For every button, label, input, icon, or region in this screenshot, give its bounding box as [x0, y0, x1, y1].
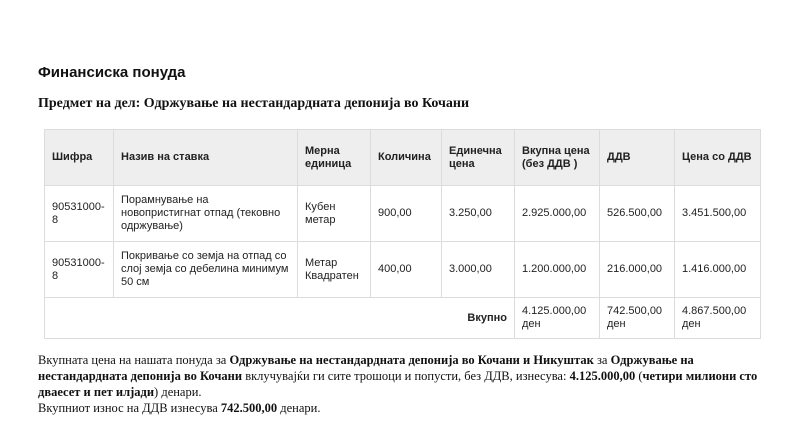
header-price-with-vat: Цена со ДДВ: [675, 130, 761, 186]
cell-unit: Метар Квадратен: [298, 242, 371, 298]
summary-for: за: [596, 353, 608, 367]
summary-total-paragraph: [38, 352, 768, 400]
table-total-row: [45, 298, 761, 339]
summary-close: ) денари.: [154, 385, 202, 399]
header-total-no-vat: Вкупна цена (без ДДВ ): [515, 130, 600, 186]
subject-prefix: Предмет на дел:: [38, 96, 141, 111]
summary-vat-intro: Вкупниот износ на ДДВ изнесува: [38, 401, 218, 415]
cell-price-with-vat: 1.416.000,00: [675, 242, 761, 298]
header-item-name: Назив на ставка: [114, 130, 298, 186]
total-vat: 742.500,00 ден: [600, 298, 675, 339]
cell-item-name: Порамнување на новопристигнат отпад (тековно одржување): [114, 186, 298, 242]
cell-vat: 216.000,00: [600, 242, 675, 298]
financial-offer-table: [44, 129, 761, 339]
table-row: [45, 186, 761, 242]
subject-line: [38, 96, 469, 112]
summary-intro: Вкупната цена на нашата понуда за: [38, 353, 227, 367]
cell-vat: 526.500,00: [600, 186, 675, 242]
cell-price-with-vat: 3.451.500,00: [675, 186, 761, 242]
total-label: Вкупно: [45, 298, 515, 339]
summary-vat-paragraph: [38, 400, 768, 416]
cell-code: 90531000-8: [45, 186, 114, 242]
header-code: Шифра: [45, 130, 114, 186]
cell-quantity: 900,00: [371, 186, 442, 242]
header-unit-price: Единечна цена: [442, 130, 515, 186]
subject-title: Одржување на нестандардната депонија во Кочани: [143, 96, 470, 111]
cell-unit-price: 3.250,00: [442, 186, 515, 242]
summary-subject-2: Одржување на нестандардната депонија во Кочани: [38, 353, 694, 383]
header-quantity: Количина: [371, 130, 442, 186]
summary-open-paren: (: [638, 369, 643, 383]
cell-total-no-vat: 2.925.000,00: [515, 186, 600, 242]
header-vat: ДДВ: [600, 130, 675, 186]
summary-vat-suffix: денари.: [280, 401, 321, 415]
cell-quantity: 400,00: [371, 242, 442, 298]
cell-unit: Кубен метар: [298, 186, 371, 242]
cell-code: 90531000-8: [45, 242, 114, 298]
section-heading: Финансиска понуда: [38, 64, 186, 81]
summary-amount: 4.125.000,00: [569, 369, 636, 383]
total-price-with-vat: 4.867.500,00 ден: [675, 298, 761, 339]
table-header-row: [45, 130, 761, 186]
cell-total-no-vat: 1.200.000,00: [515, 242, 600, 298]
header-unit: Мерна единица: [298, 130, 371, 186]
summary-vat-amount: 742.500,00: [220, 401, 278, 415]
offer-summary: [38, 352, 768, 416]
table-row: [45, 242, 761, 298]
summary-amount-words: четири милиони сто дваесет и пет илјади: [38, 369, 758, 399]
cell-unit-price: 3.000,00: [442, 242, 515, 298]
summary-subject: Одржување на нестандардната депонија во Кочани и Никуштак: [229, 353, 594, 367]
cell-item-name: Покривање со земја на отпад со слој земја со дебелина минимум 50 см: [114, 242, 298, 298]
total-no-vat: 4.125.000,00 ден: [515, 298, 600, 339]
summary-middle: вклучувајќи ги сите трошоци и попусти, без ДДВ, изнесува:: [245, 369, 567, 383]
